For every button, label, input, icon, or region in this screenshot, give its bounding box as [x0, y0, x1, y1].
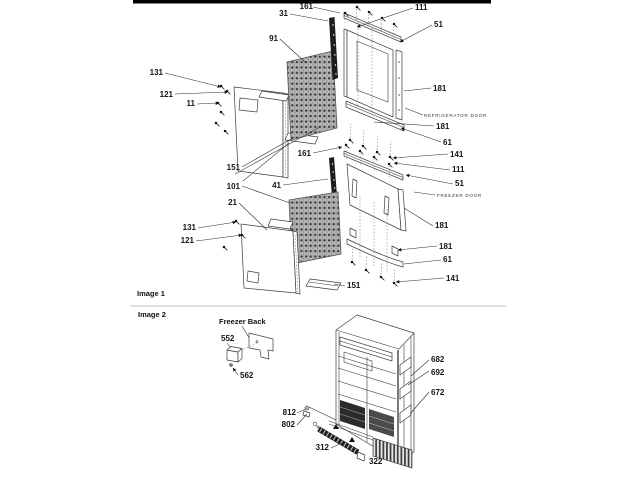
callout-812: 812	[282, 408, 296, 417]
callout-562: 562	[240, 371, 254, 380]
callout-672: 672	[431, 388, 445, 397]
door-slot	[352, 179, 357, 198]
freezer-door-label: FREEZER DOOR	[437, 193, 482, 198]
callout-802: 802	[281, 420, 295, 429]
callout-141: 141	[450, 150, 464, 159]
callout-312: 312	[315, 443, 329, 452]
callout-131: 131	[182, 223, 196, 232]
callout-51: 51	[455, 179, 464, 188]
dark-hinge-strip	[329, 157, 337, 197]
door-side-trim	[396, 50, 402, 120]
callout-692: 692	[431, 368, 445, 377]
callout-552: 552	[221, 334, 235, 343]
mounting-bracket	[249, 333, 273, 359]
image2-cabinet	[282, 315, 445, 468]
clip-part	[303, 406, 310, 417]
corner-bracket	[392, 246, 398, 256]
callout-322: 322	[369, 457, 383, 466]
cover-box-552	[227, 347, 242, 363]
callout-31: 31	[279, 9, 288, 18]
callout-61: 61	[443, 255, 452, 264]
callout-21: 21	[228, 198, 237, 207]
image2-caption: Image 2	[138, 310, 166, 319]
freezer-inner-door-panel	[241, 224, 296, 293]
screw-562	[230, 364, 233, 367]
freezer-back-title: Freezer Back	[219, 317, 266, 326]
callout-111: 111	[452, 165, 465, 174]
refrigerator-door-label: REFRIGERATOR DOOR	[424, 113, 488, 118]
upper-trim-piece	[268, 219, 293, 229]
image1-caption: Image 1	[137, 289, 165, 298]
image2-freezer-back	[219, 317, 273, 380]
callout-11: 11	[186, 99, 195, 108]
callout-141: 141	[446, 274, 460, 283]
callout-61: 61	[443, 138, 452, 147]
callout-131: 131	[149, 68, 163, 77]
callout-181a: 181	[433, 84, 447, 93]
callout-181a: 181	[435, 221, 449, 230]
callout-682: 682	[431, 355, 445, 364]
mount-arrow	[349, 437, 355, 442]
callout-161: 161	[297, 149, 311, 158]
callout-161: 161	[299, 2, 313, 11]
callout-121: 121	[180, 236, 194, 245]
callout-101: 101	[226, 182, 240, 191]
door-slot	[384, 196, 389, 215]
callout-181b: 181	[436, 122, 450, 131]
callout-51: 51	[434, 20, 443, 29]
callout-91: 91	[269, 34, 278, 43]
callout-181b: 181	[439, 242, 453, 251]
callout-41: 41	[272, 181, 281, 190]
corner-bracket	[350, 228, 356, 238]
door-left-edge	[344, 29, 347, 97]
callout-151: 151	[226, 163, 240, 172]
door-handle-cutout	[247, 271, 259, 283]
door-handle-cutout	[239, 98, 258, 112]
callout-151: 151	[347, 281, 361, 290]
callout-121: 121	[159, 90, 173, 99]
callout-111: 111	[415, 3, 428, 12]
grid-decor-panel	[287, 51, 337, 140]
